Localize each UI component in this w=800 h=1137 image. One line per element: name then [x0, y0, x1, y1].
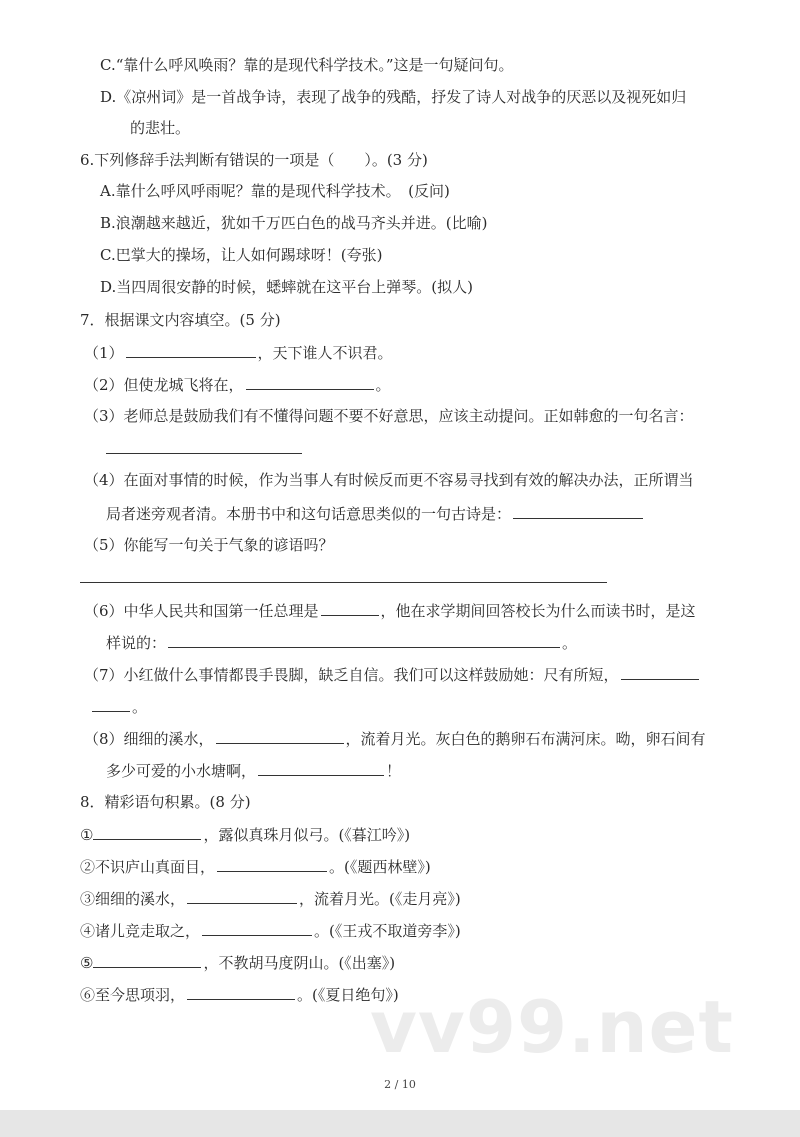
page-indicator: 2 / 10 [384, 1078, 416, 1091]
q8-item-pre: ③细细的溪水， [80, 890, 186, 908]
q7-item-4-text: 局者迷旁观者清。本册书中和这句话意思类似的一句古诗是： [106, 505, 512, 523]
answer-blank[interactable] [93, 952, 201, 968]
q7-item-2-post: 。 [375, 376, 391, 394]
q6-option-b: B.浪潮越来越近，犹如千万匹白色的战马齐头并进。(比喻) [100, 214, 488, 232]
q8-item-2 [80, 856, 431, 877]
answer-blank[interactable] [92, 696, 130, 712]
q6-option-a: A.靠什么呼风呼雨呢？靠的是现代科学技术。 (反问) [100, 182, 450, 200]
q7-item-4-cont [106, 503, 645, 524]
q8-item-post: 。(《夏日绝句》) [297, 986, 399, 1004]
q8-item-pre: ②不识庐山真面目， [80, 858, 216, 876]
q7-item-6-post: ，他在求学期间回答校长为什么而读书时，是这 [380, 602, 696, 620]
q7-item-8-pre: （8）细细的溪水， [84, 730, 214, 748]
q8-item-post: 。(《题西林壁》) [329, 858, 431, 876]
q8-item-1 [80, 824, 410, 845]
q7-item-8-end: ！ [386, 762, 402, 780]
q8-item-post: ，流着月光。(《走月亮》) [299, 890, 461, 908]
q6-option-c: C.巴掌大的操场，让人如何踢球呀！(夸张) [100, 246, 383, 264]
q7-item-5: （5）你能写一句关于气象的谚语吗？ [84, 536, 334, 554]
answer-blank[interactable] [187, 888, 297, 904]
q7-item-6-end: 。 [562, 634, 578, 652]
q7-item-7-text: （7）小红做什么事情都畏手畏脚，缺乏自信。我们可以这样鼓励她：尺有所短， [84, 666, 619, 684]
q7-item-8-text: 多少可爱的小水塘啊， [106, 762, 257, 780]
answer-blank[interactable] [216, 728, 344, 744]
q7-item-7-end: 。 [132, 698, 148, 716]
answer-blank[interactable] [217, 856, 327, 872]
answer-blank[interactable] [246, 374, 374, 390]
q8-item-post: ，露似真珠月似弓。(《暮江吟》) [203, 826, 411, 844]
q8-item-pre: ① [80, 826, 94, 844]
q8-item-pre: ⑤ [80, 954, 94, 972]
answer-blank[interactable] [80, 582, 607, 583]
q7-item-2 [84, 374, 391, 395]
q8-item-3 [80, 888, 461, 909]
q7-item-2-pre: （2）但使龙城飞将在， [84, 376, 244, 394]
answer-blank[interactable] [93, 824, 201, 840]
q6-title: 6.下列修辞手法判断有错误的一项是（ ）。(3 分) [80, 151, 428, 169]
q7-item-8-cont [106, 760, 401, 781]
q7-item-8 [84, 728, 706, 749]
q8-item-post: 。(《王戎不取道旁李》) [314, 922, 461, 940]
answer-blank[interactable] [126, 342, 256, 358]
q5-option-d: D.《凉州词》是一首战争诗，表现了战争的残酷，抒发了诗人对战争的厌恶以及视死如归 [100, 88, 687, 106]
q7-item-1-pre: （1） [84, 344, 124, 362]
q7-item-1 [84, 342, 393, 363]
q8-item-5 [80, 952, 395, 973]
q8-item-post: ，不教胡马度阴山。(《出塞》) [203, 954, 396, 972]
q8-item-4 [80, 920, 461, 941]
answer-blank[interactable] [187, 984, 295, 1000]
q7-item-4: （4）在面对事情的时候，作为当事人有时候反而更不容易寻找到有效的解决办法，正所谓当 [84, 471, 694, 489]
answer-blank[interactable] [168, 632, 560, 648]
q7-item-7 [84, 664, 701, 685]
q5-option-d-cont: 的悲壮。 [130, 119, 191, 137]
q7-item-1-post: ，天下谁人不识君。 [257, 344, 393, 362]
answer-blank[interactable] [202, 920, 312, 936]
q8-item-pre: ④诸儿竞走取之， [80, 922, 201, 940]
answer-blank[interactable] [106, 453, 302, 454]
q7-item-6-cont [106, 632, 577, 653]
q8-title: 8．精彩语句积累。(8 分) [80, 793, 251, 811]
q6-option-d: D.当四周很安静的时候，蟋蟀就在这平台上弹琴。(拟人) [100, 278, 473, 296]
answer-blank[interactable] [621, 664, 699, 680]
q8-item-pre: ⑥至今思项羽， [80, 986, 186, 1004]
q8-item-6 [80, 984, 399, 1005]
q7-item-7-cont [92, 696, 147, 717]
q7-title: 7．根据课文内容填空。(5 分) [80, 311, 281, 329]
q7-item-3: （3）老师总是鼓励我们有不懂得问题不要不好意思，应该主动提问。正如韩愈的一句名言： [84, 407, 694, 425]
q7-item-6-pre: （6）中华人民共和国第一任总理是 [84, 602, 319, 620]
q7-item-6 [84, 600, 696, 621]
q7-item-8-post: ，流着月光。灰白色的鹅卵石布满河床。呦，卵石间有 [345, 730, 706, 748]
q7-item-6-text: 样说的： [106, 634, 167, 652]
answer-blank[interactable] [513, 503, 643, 519]
watermark: vv99.net [370, 985, 734, 1069]
viewer-bottom-bar [0, 1110, 800, 1137]
answer-blank[interactable] [258, 760, 384, 776]
q5-option-c: C.“靠什么呼风唤雨？靠的是现代科学技术。”这是一句疑问句。 [100, 56, 514, 74]
answer-blank[interactable] [321, 600, 379, 616]
